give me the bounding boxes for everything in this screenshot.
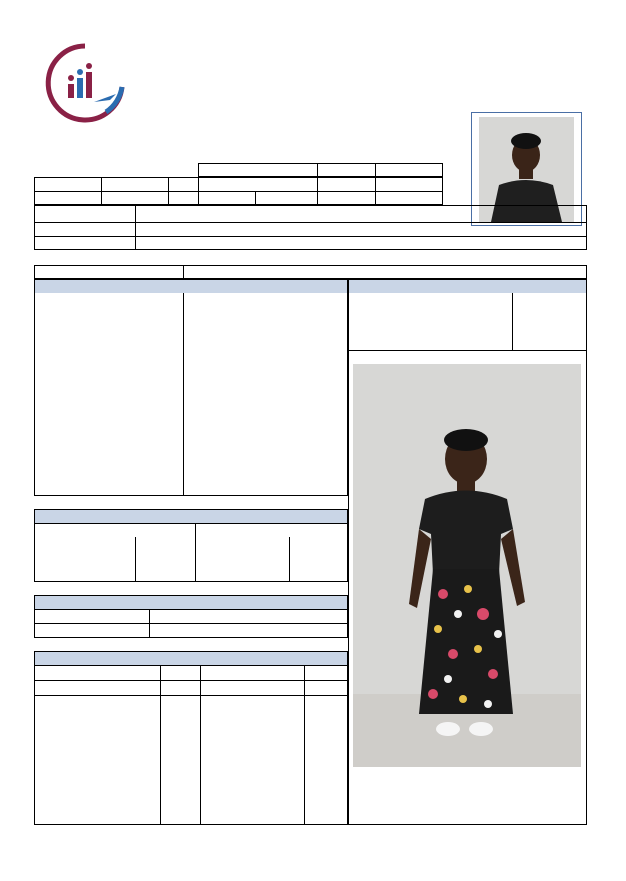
- details-table: [34, 279, 348, 496]
- right-column-frame: [348, 351, 587, 825]
- languages-table: [34, 509, 348, 582]
- passport-table: [348, 279, 587, 351]
- work-experience-table: [34, 651, 348, 825]
- post-table: [34, 205, 587, 250]
- previous-employment-table: [34, 595, 348, 638]
- date-applied-table: [198, 163, 443, 177]
- company-logo: [44, 42, 126, 124]
- name-row: [34, 265, 587, 279]
